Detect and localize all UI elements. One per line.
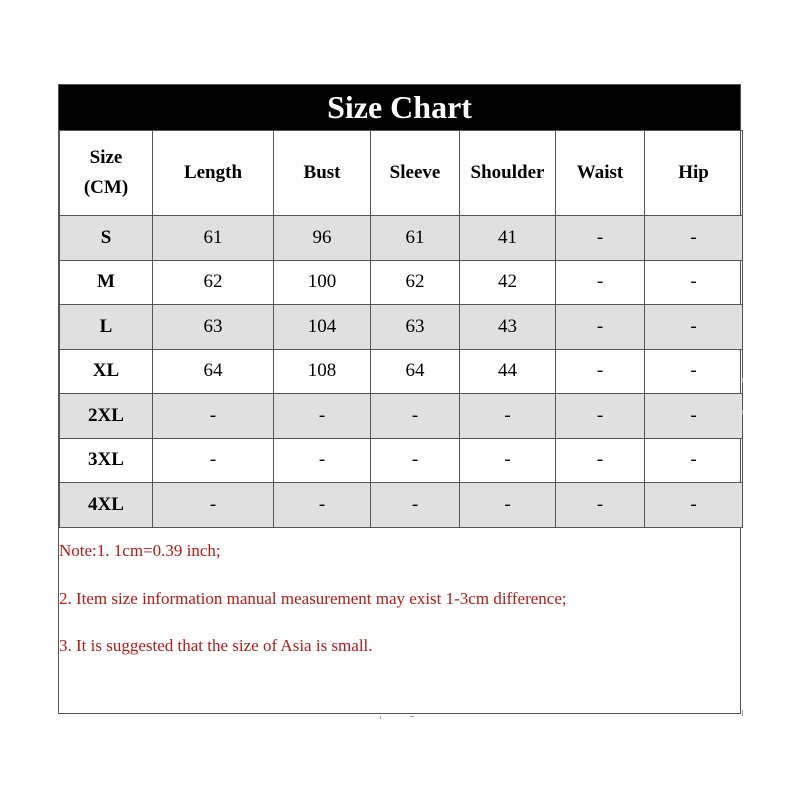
header-sleeve: Sleeve bbox=[371, 131, 460, 216]
cell-hip: - bbox=[645, 260, 743, 305]
size-chart bbox=[58, 84, 741, 714]
cell-size: 3XL bbox=[60, 438, 153, 483]
table-row bbox=[60, 349, 743, 394]
edge-mark bbox=[742, 378, 743, 383]
cell-hip: - bbox=[645, 349, 743, 394]
table-row bbox=[60, 483, 743, 528]
cell-sleeve: 61 bbox=[371, 216, 460, 261]
cell-length: - bbox=[153, 438, 274, 483]
cell-hip: - bbox=[645, 394, 743, 439]
cell-length: 63 bbox=[153, 305, 274, 350]
edge-mark bbox=[380, 716, 381, 719]
header-waist: Waist bbox=[556, 131, 645, 216]
cell-hip: - bbox=[645, 483, 743, 528]
cell-length: 62 bbox=[153, 260, 274, 305]
cell-sleeve: - bbox=[371, 394, 460, 439]
edge-mark bbox=[410, 716, 414, 717]
cell-bust: 96 bbox=[274, 216, 371, 261]
note-2: 2. Item size information manual measurement may exist 1-3cm difference; bbox=[59, 589, 567, 608]
cell-bust: - bbox=[274, 483, 371, 528]
cell-sleeve: - bbox=[371, 483, 460, 528]
header-hip: Hip bbox=[645, 131, 743, 216]
cell-hip: - bbox=[645, 216, 743, 261]
header-size-label: Size bbox=[89, 146, 123, 168]
cell-sleeve: 63 bbox=[371, 305, 460, 350]
header-size-unit: (CM) bbox=[83, 177, 129, 198]
cell-waist: - bbox=[556, 483, 645, 528]
cell-shoulder: 42 bbox=[460, 260, 556, 305]
cell-waist: - bbox=[556, 349, 645, 394]
cell-shoulder: 44 bbox=[460, 349, 556, 394]
cell-waist: - bbox=[556, 216, 645, 261]
cell-shoulder: - bbox=[460, 438, 556, 483]
cell-bust: 108 bbox=[274, 349, 371, 394]
table-row bbox=[60, 260, 743, 305]
header-size bbox=[60, 131, 153, 216]
size-table bbox=[59, 130, 743, 528]
cell-length: 64 bbox=[153, 349, 274, 394]
cell-shoulder: - bbox=[460, 394, 556, 439]
cell-size: 2XL bbox=[60, 394, 153, 439]
cell-size: 4XL bbox=[60, 483, 153, 528]
note-3: 3. It is suggested that the size of Asia is small. bbox=[59, 636, 373, 655]
cell-size: M bbox=[60, 260, 153, 305]
table-row bbox=[60, 394, 743, 439]
note-1: Note:1. 1cm=0.39 inch; bbox=[59, 541, 221, 560]
cell-size: XL bbox=[60, 349, 153, 394]
cell-length: 61 bbox=[153, 216, 274, 261]
header-shoulder: Shoulder bbox=[460, 131, 556, 216]
cell-bust: 100 bbox=[274, 260, 371, 305]
cell-waist: - bbox=[556, 438, 645, 483]
header-row bbox=[60, 131, 743, 216]
cell-sleeve: 64 bbox=[371, 349, 460, 394]
cell-waist: - bbox=[556, 260, 645, 305]
cell-shoulder: 41 bbox=[460, 216, 556, 261]
cell-bust: - bbox=[274, 394, 371, 439]
cell-bust: - bbox=[274, 438, 371, 483]
cell-shoulder: - bbox=[460, 483, 556, 528]
cell-hip: - bbox=[645, 438, 743, 483]
cell-waist: - bbox=[556, 394, 645, 439]
header-bust: Bust bbox=[274, 131, 371, 216]
edge-mark bbox=[742, 710, 743, 716]
cell-length: - bbox=[153, 483, 274, 528]
cell-waist: - bbox=[556, 305, 645, 350]
cell-size: L bbox=[60, 305, 153, 350]
table-row bbox=[60, 216, 743, 261]
cell-shoulder: 43 bbox=[460, 305, 556, 350]
cell-sleeve: - bbox=[371, 438, 460, 483]
header-length: Length bbox=[153, 131, 274, 216]
edge-mark bbox=[742, 410, 743, 415]
cell-sleeve: 62 bbox=[371, 260, 460, 305]
cell-bust: 104 bbox=[274, 305, 371, 350]
table-row bbox=[60, 438, 743, 483]
table-row bbox=[60, 305, 743, 350]
chart-title: Size Chart bbox=[59, 85, 740, 130]
cell-hip: - bbox=[645, 305, 743, 350]
cell-length: - bbox=[153, 394, 274, 439]
cell-size: S bbox=[60, 216, 153, 261]
